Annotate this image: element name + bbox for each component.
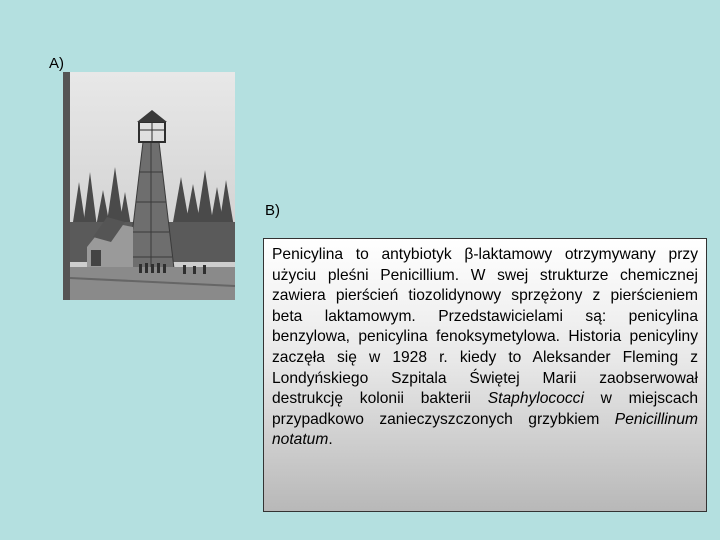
text-italic-penicillinum: Penicillinum notatum [272,410,698,449]
description-text-box [263,238,707,512]
label-a: A) [49,55,64,72]
text-part-1: Penicylina to antybiotyk β-laktamowy otrzymywany przy użyciu pleśni Penicillium. W swej strukturze chemicznej zawiera pierścień tiozolidynowy sprzężony z pierścieniem beta laktamowym. Przedstawicielami są: penicylina benzylowa, penicylina fenoksymetylowa. Historia penicyliny zaczęła się w 1928 r. kiedy to Aleksander Fleming z Londyńskiego Szpitala Świętej Marii zaobserwował destrukcję kolonii bakterii [272,246,698,408]
text-part-2: w miejscach przypadkowo zanieczyszczonych grzybkiem [272,390,698,428]
text-italic-staphylococci: Staphylococci [487,390,584,408]
historic-tower-photo [63,72,235,300]
text-part-3: . [328,431,333,449]
label-b: B) [265,202,280,219]
historic-wooden-tower-photo-icon [63,72,235,300]
description-paragraph [272,245,698,451]
